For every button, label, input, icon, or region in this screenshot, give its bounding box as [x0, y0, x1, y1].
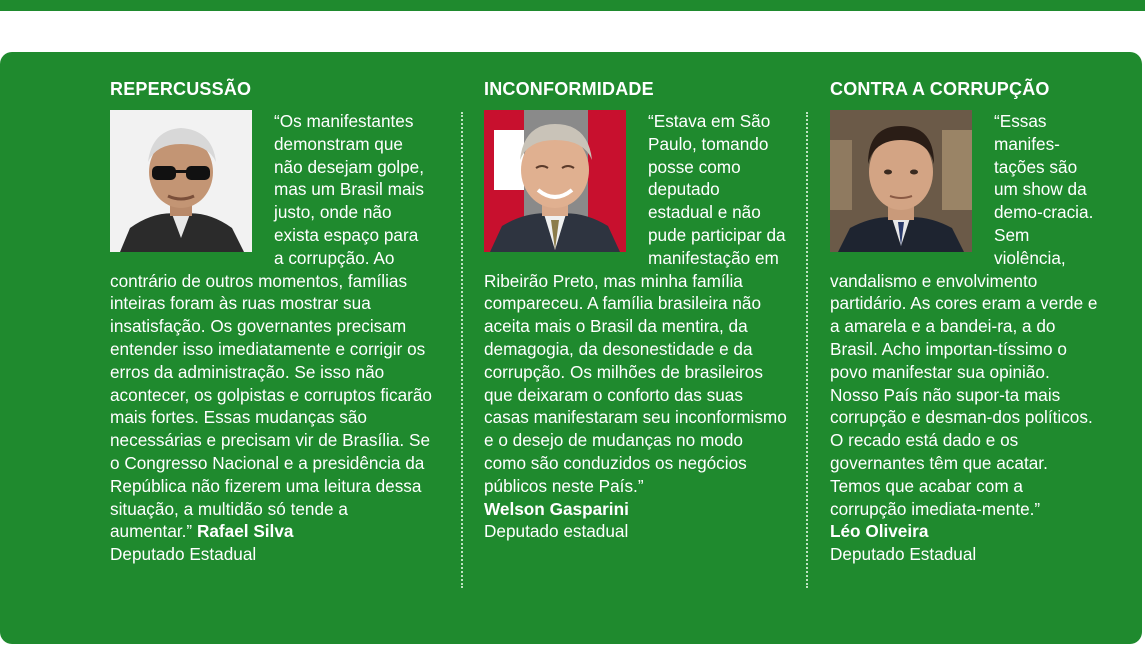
author-role: Deputado Estadual	[110, 544, 257, 565]
portrait-welson-gasparini	[484, 110, 626, 252]
column-heading: CONTRA A CORRUPÇÃO	[830, 79, 1050, 99]
author-role: Deputado Estadual	[830, 544, 977, 565]
quote-text: “Essas manifes-tações são um show da demo-cracia. Sem violência, vandalismo e envolvimento partidário. As cores eram a verde e a amarela e a bandei-ra, a do Brasil. Acho importan-tíssimo o povo manifestar sua opinião. Nosso País não supor-ta mais corrupção e desman-dos políticos. O recado está dado e os governantes têm que acatar. Temos que acabar com a corrupção imediata-mente.”	[830, 111, 1098, 519]
quote-column-3	[830, 78, 1100, 566]
quote-column-2	[484, 78, 789, 543]
author-name: Rafael Silva	[196, 521, 294, 542]
quote-column-1	[110, 78, 432, 566]
column-heading: REPERCUSSÃO	[110, 79, 252, 99]
portrait-rafael-silva	[110, 110, 252, 252]
column-divider	[461, 112, 463, 588]
top-green-bar	[0, 0, 1145, 11]
portrait-leo-oliveira	[830, 110, 972, 252]
author-name: Welson Gasparini	[484, 498, 629, 519]
quote-text: “Estava em São Paulo, tomando posse como deputado estadual e não pude participar da manifestação em Ribeirão Preto, mas minha família compareceu. A família brasileira não aceita mais o Brasil da mentira, da demagogia, da desonestidade e da corrupção. Os milhões de brasileiros que deixaram o conforto das suas casas manifestaram seu inconformismo e o desejo de mudanças no modo como são conduzidos os negócios públicos neste País.”	[484, 111, 787, 496]
author-role: Deputado estadual	[484, 521, 629, 542]
column-heading: INCONFORMIDADE	[484, 79, 654, 99]
quote-text: “Os manifestantes demonstram que não desejam golpe, mas um Brasil mais justo, onde não exista espaço para a corrupção. Ao contrário de outros momentos, famílias inteiras foram às ruas mostrar sua insatisfação. Os governantes precisam entender isso imediatamente e corrigir os erros da administração. Se isso não acontecer, os golpistas e corruptos ficarão mais fortes. Essas mudanças são necessárias e precisam vir de Brasília. Se o Congresso Nacional e a presidência da República não fizerem uma leitura dessa situação, a multidão só tende a aumentar.”	[110, 111, 432, 542]
column-divider	[806, 112, 808, 588]
author-name: Léo Oliveira	[830, 521, 929, 542]
